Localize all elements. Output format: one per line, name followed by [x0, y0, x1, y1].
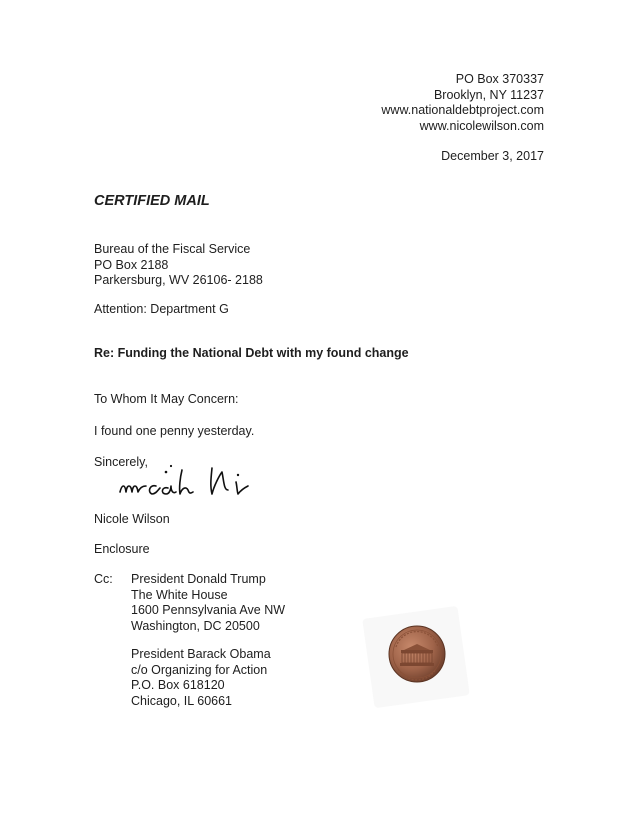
- salutation: To Whom It May Concern:: [94, 392, 239, 406]
- recipient-po-box: PO Box 2188: [94, 257, 169, 272]
- cc-recipient-2: [131, 647, 271, 709]
- handwritten-signature: [116, 458, 276, 500]
- attention-line: Attention: Department G: [94, 302, 229, 316]
- cc1-street: 1600 Pennsylvania Ave NW: [131, 603, 286, 617]
- cc2-org: c/o Organizing for Action: [131, 662, 268, 677]
- certified-mail-label: CERTIFIED MAIL: [94, 193, 210, 209]
- subject-line: Re: Funding the National Debt with my found change: [94, 346, 409, 360]
- letter-date: December 3, 2017: [441, 149, 544, 163]
- sender-website-1: www.nationaldebtproject.com: [381, 103, 544, 117]
- sender-city: Brooklyn, NY 11237: [433, 87, 544, 102]
- cc-recipient-1: [131, 572, 285, 634]
- cc1-city: Washington, DC 20500: [131, 618, 260, 633]
- sender-website-2: www.nicolewilson.com: [419, 118, 544, 133]
- cc2-city: Chicago, IL 60661: [131, 693, 233, 708]
- cc1-org: The White House: [131, 587, 228, 602]
- cc2-name: President Barack Obama: [131, 647, 271, 661]
- enclosure-note: Enclosure: [94, 542, 150, 556]
- recipient-name: Bureau of the Fiscal Service: [94, 242, 251, 256]
- letter-body: I found one penny yesterday.: [94, 424, 255, 438]
- sender-address: [381, 72, 544, 134]
- closing: Sincerely,: [94, 455, 148, 469]
- sender-po-box: PO Box 370337: [455, 72, 544, 86]
- signer-name: Nicole Wilson: [94, 512, 170, 526]
- recipient-city: Parkersburg, WV 26106- 2188: [94, 273, 263, 287]
- penny-coin-image: [388, 625, 446, 683]
- cc2-po-box: P.O. Box 618120: [131, 678, 225, 692]
- recipient-address: [94, 242, 263, 289]
- cc1-name: President Donald Trump: [131, 572, 266, 586]
- cc-label: Cc:: [94, 572, 113, 586]
